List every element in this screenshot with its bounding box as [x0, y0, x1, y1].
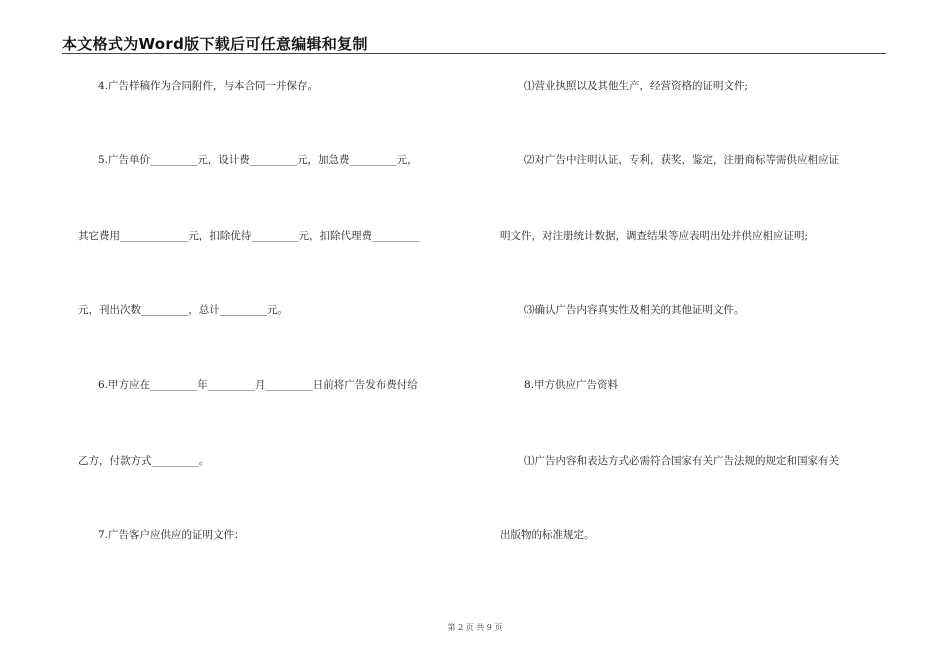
clause-8-1-line-1: ⑴广告内容和表达方式必需符合国家有关广告法规的规定和国家有关 — [524, 455, 839, 467]
clause-7: 7.广告客户应供应的证明文件： — [98, 529, 245, 541]
clause-8: 8.甲方供应广告资料 — [524, 379, 619, 391]
clause-5-line-2: 其它费用_____________元，扣除优待_________元，扣除代理费_________ — [78, 230, 420, 242]
document-header-title: 本文格式为Word版下载后可任意编辑和复制 — [62, 35, 368, 53]
header-divider — [62, 53, 886, 54]
clause-8-1-line-2: 出版物的标准规定。 — [500, 529, 595, 541]
clause-7-2-line-2: 明文件，对注册统计数据，调查结果等应表明出处并供应相应证明; — [500, 230, 809, 242]
clause-7-2-line-1: ⑵对广告中注明认证，专利，获奖，鉴定，注册商标等需供应相应证 — [524, 154, 839, 166]
clause-7-3: ⑶确认广告内容真实性及相关的其他证明文件。 — [524, 304, 745, 316]
clause-5-line-3: 元，刊出次数_________，总计_________元。 — [78, 304, 288, 316]
clause-5-line-1: 5.广告单价_________元，设计费_________元，加急费_________元， — [98, 154, 418, 166]
clause-6-line-2: 乙方，付款方式_________。 — [78, 455, 210, 467]
page-number-footer: 第 2 页 共 9 页 — [447, 623, 503, 632]
clause-6-line-1: 6.甲方应在_________年_________月_________日前将广告发布费付给 — [98, 379, 418, 391]
clause-7-1: ⑴营业执照以及其他生产，经营资格的证明文件; — [524, 80, 749, 92]
clause-4: 4.广告样稿作为合同附件，与本合同一并保存。 — [98, 80, 319, 92]
